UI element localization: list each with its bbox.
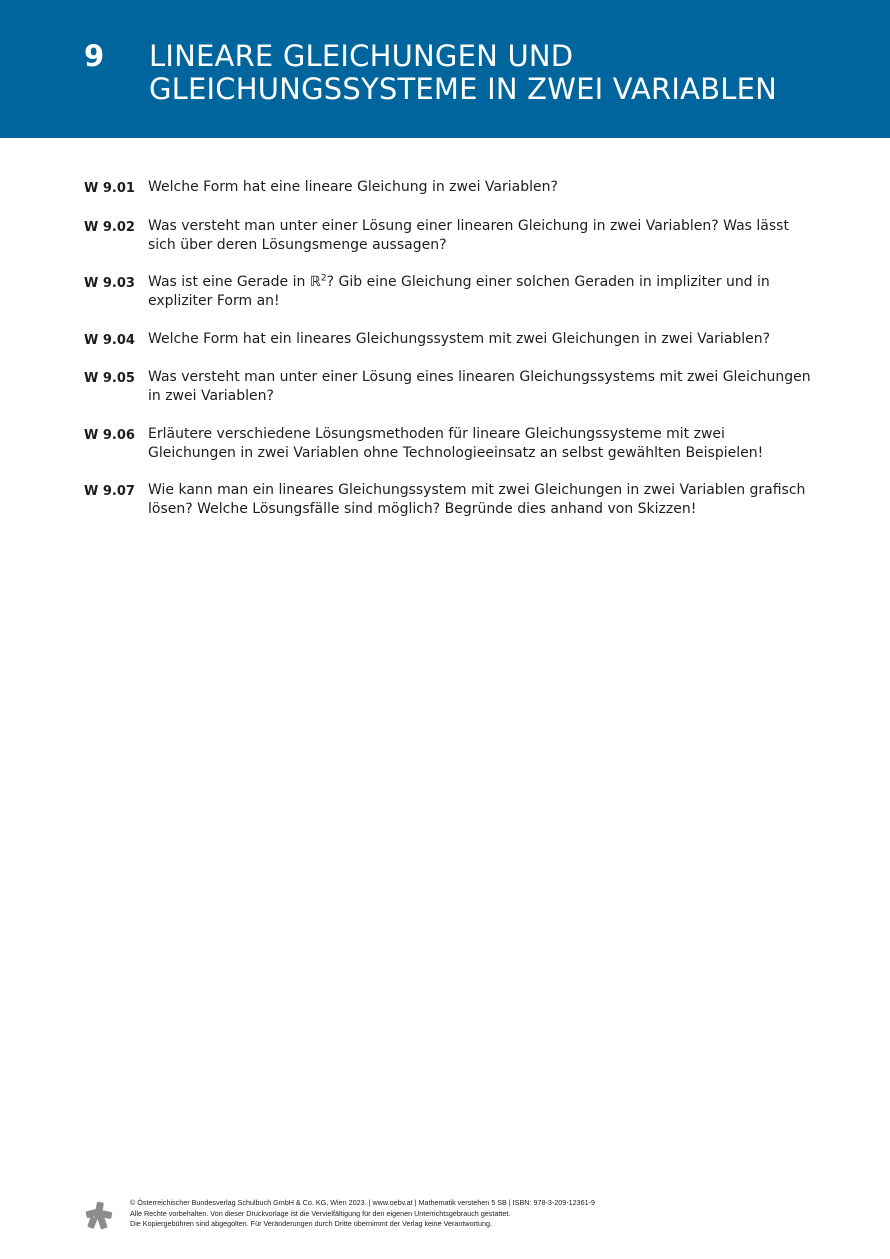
question-code: W 9.05 bbox=[84, 371, 135, 386]
question-code: W 9.02 bbox=[84, 219, 135, 235]
question-item bbox=[84, 481, 814, 519]
question-item bbox=[84, 368, 814, 406]
question-code: W 9.04 bbox=[84, 332, 135, 348]
footer-rights: Alle Rechte vorbehalten. Von dieser Druckvorlage ist die Vervielfältigung für den eigenen Unterrichtsgebrauch gestattet. bbox=[130, 1208, 511, 1218]
question-text: Welche Form hat ein lineares Gleichungssystem mit zwei Gleichungen in zwei Variablen? bbox=[148, 330, 771, 347]
footer-copyright: © Österreichischer Bundesverlag Schulbuch GmbH & Co. KG, Wien 2023. | www.oebv.at | Mathematik verstehen 5 SB | ISBN: 978-3-209-12361-9 bbox=[130, 1198, 595, 1207]
footer-text bbox=[130, 1198, 595, 1230]
question-text bbox=[148, 273, 814, 311]
question-text: Wie kann man ein lineares Gleichungssystem mit zwei Gleichungen in zwei Variablen grafisch lösen? Welche Lösungsfälle sind möglich? Begründe dies anhand von Skizzen! bbox=[148, 482, 806, 517]
question-text: Welche Form hat eine lineare Gleichung in zwei Variablen? bbox=[148, 179, 558, 195]
question-code: W 9.06 bbox=[84, 427, 135, 443]
oebv-logo-icon bbox=[84, 1200, 114, 1230]
chapter-title-line-2: GLEICHUNGSSYSTEME IN ZWEI VARIABLEN bbox=[149, 72, 778, 106]
question-item bbox=[84, 425, 814, 463]
superscript: 2 bbox=[320, 273, 327, 284]
question-text: Erläutere verschiedene Lösungsmethoden für lineare Gleichungssysteme mit zwei Gleichungen in zwei Variablen ohne Technologieeinsatz an selbst gewählten Beispielen! bbox=[148, 425, 764, 461]
question-text: Was versteht man unter einer Lösung eines linearen Gleichungssystems mit zwei Gleichungen in zwei Variablen? bbox=[148, 369, 811, 404]
chapter-header bbox=[0, 0, 890, 138]
question-code: W 9.01 bbox=[84, 181, 135, 196]
question-text-part: Was ist eine Gerade in ℝ bbox=[148, 274, 321, 290]
question-item bbox=[84, 330, 814, 350]
chapter-title bbox=[149, 40, 777, 106]
chapter-number: 9 bbox=[84, 39, 105, 73]
question-code: W 9.03 bbox=[84, 276, 135, 291]
question-item bbox=[84, 178, 814, 198]
question-text: Was versteht man unter einer Lösung einer linearen Gleichung in zwei Variablen? Was lässt sich über deren Lösungsmenge aussagen? bbox=[148, 217, 789, 253]
page-footer bbox=[84, 1198, 804, 1232]
question-list bbox=[84, 178, 814, 538]
footer-disclaimer: Die Kopiergebühren sind abgegolten. Für Veränderungen durch Dritte übernimmt der Verlag keine Verantwortung. bbox=[130, 1219, 492, 1228]
question-text-part: ? Gib eine Gleichung einer solchen Geraden in impliziter und in expliziter Form an! bbox=[148, 274, 770, 309]
question-code: W 9.07 bbox=[84, 484, 135, 499]
question-item bbox=[84, 217, 814, 255]
chapter-title-line-1: LINEARE GLEICHUNGEN UND bbox=[149, 39, 574, 73]
question-item bbox=[84, 273, 814, 311]
